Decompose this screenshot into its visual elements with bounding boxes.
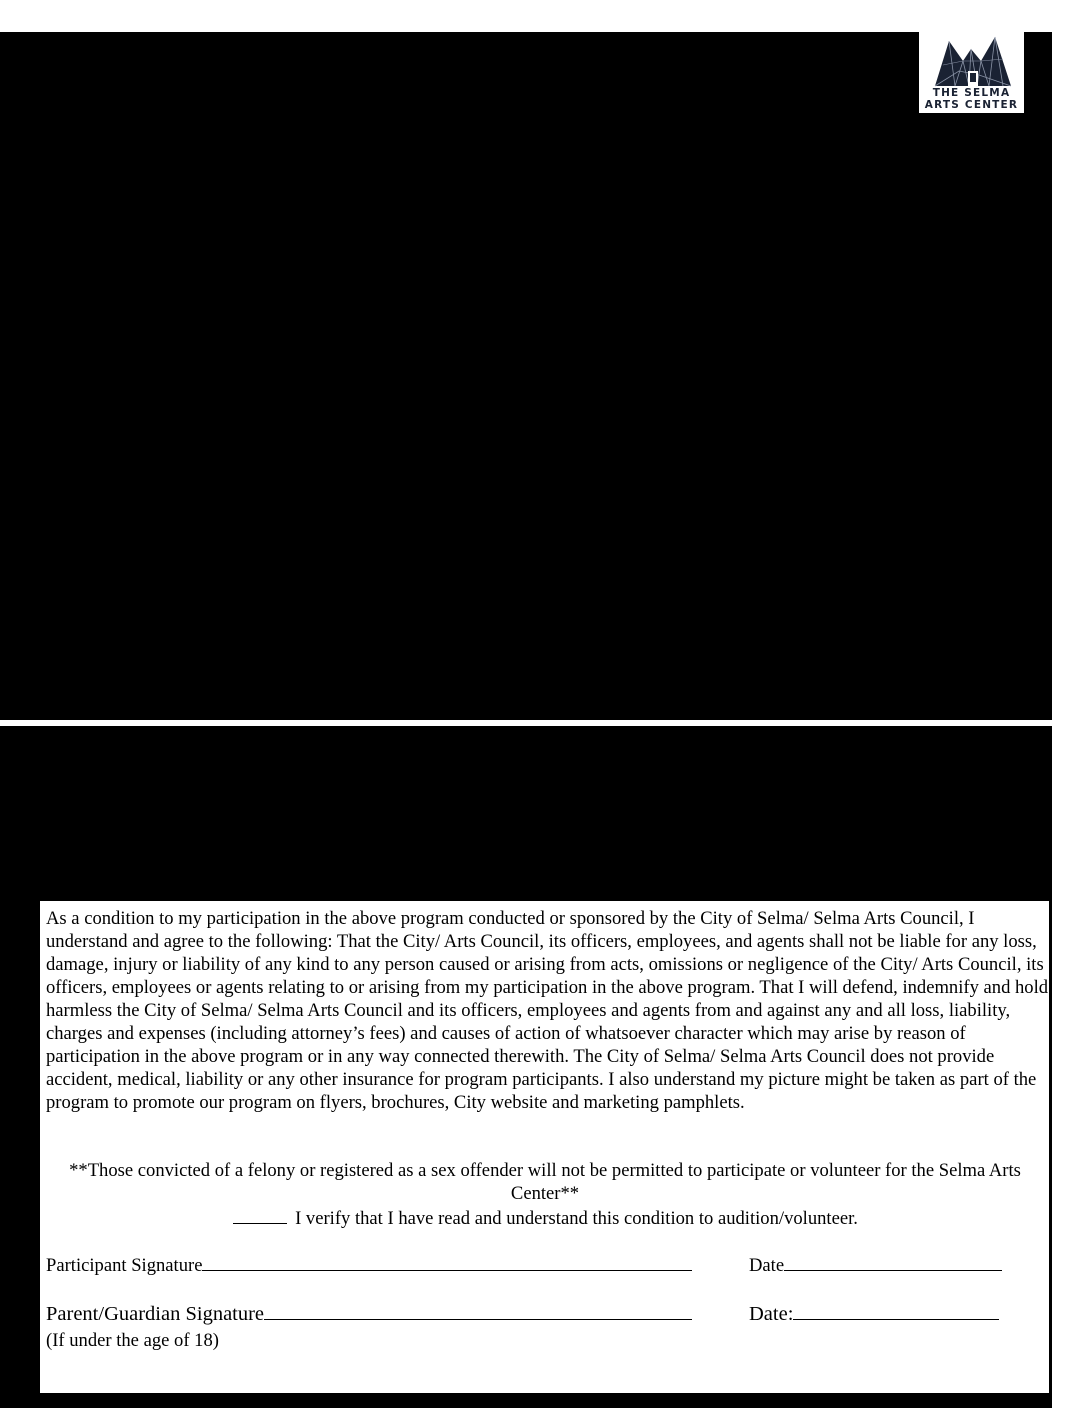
- participant-date-field[interactable]: [784, 1256, 1002, 1271]
- selma-arts-center-logo: [919, 31, 1024, 113]
- verify-row: [40, 1207, 1051, 1230]
- participant-signature-label: Participant Signature: [46, 1255, 203, 1276]
- guardian-signature-field[interactable]: [264, 1305, 692, 1320]
- logo-text-line1: THE SELMA: [932, 87, 1011, 99]
- guardian-date-field[interactable]: [793, 1305, 999, 1320]
- guardian-date-label: Date:: [749, 1303, 794, 1325]
- guardian-age-note: (If under the age of 18): [46, 1330, 219, 1351]
- participant-date-row: [749, 1255, 1002, 1277]
- logo-text-line2: ARTS CENTER: [924, 99, 1019, 111]
- waiver-form: [39, 900, 1050, 1394]
- guardian-date-row: [749, 1303, 999, 1326]
- participant-signature-row: [46, 1255, 692, 1277]
- guardian-signature-label: Parent/Guardian Signature: [46, 1303, 265, 1325]
- guardian-signature-row: [46, 1303, 692, 1326]
- participant-signature-field[interactable]: [202, 1256, 692, 1271]
- redacted-region-top: [0, 32, 1052, 720]
- felony-notice: **Those convicted of a felony or registered as a sex offender will not be permitted to participate or volunteer for the Selma Arts Center**: [69, 1160, 1021, 1204]
- waiver-paragraph: As a condition to my participation in the above program conducted or sponsored by the City of Selma/ Selma Arts Council, I understand and agree to the following: That the City/ Arts Council, its officers, employees, and agents shall not be liable for any loss, damage, injury or liability of any kind to any person caused or arising from acts, omissions or negligence of the City/ Arts Council, its officers, employees or agents relating to or arising from my participation in the above program. That I will defend, indemnify and hold harmless the City of Selma/ Selma Arts Council and its officers, employees and agents from and against any and all loss, liability, charges and expenses (including attorney’s fees) and causes of action of whatsoever character which may arise by reason of participation in the above program or in any way connected therewith. The City of Selma/ Selma Arts Council does not provide accident, medical, liability or any other insurance for program participants. I also understand my picture might be taken as part of the program to promote our program on flyers, brochures, City website and marketing pamphlets.: [46, 908, 1049, 1113]
- participant-date-label: Date: [749, 1255, 785, 1276]
- verify-initials-field[interactable]: [233, 1209, 287, 1224]
- verify-text: I verify that I have read and understand this condition to audition/volunteer.: [295, 1208, 858, 1229]
